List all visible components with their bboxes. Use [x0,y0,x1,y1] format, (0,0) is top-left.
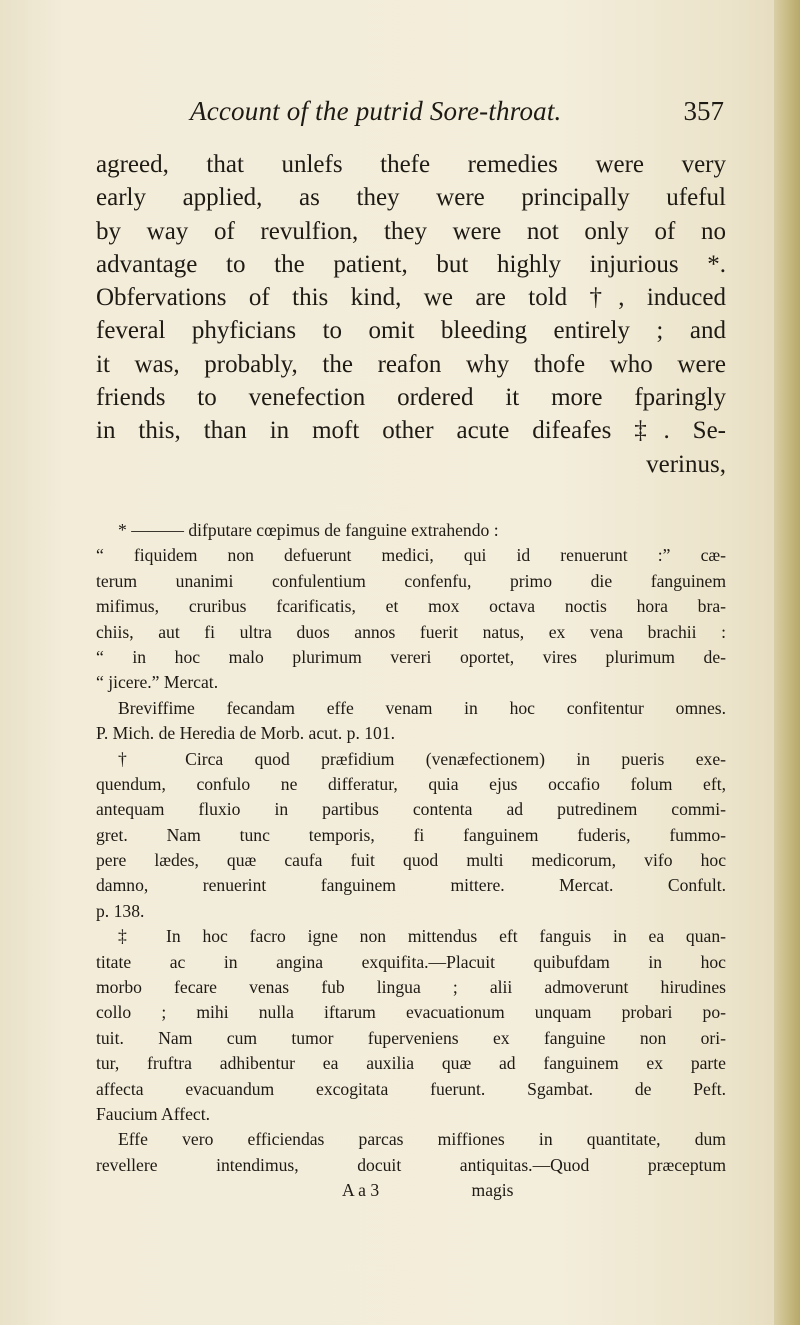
footnote-line: P. Mich. de Heredia de Morb. acut. p. 101. [96,723,396,744]
footnote-line: Effe vero efficiendas parcas miffiones in quantitate, dum [118,1129,726,1150]
footnote-line: terum unanimi confulentium confenfu, primo die fanguinem [96,570,726,591]
footnote-line: tuit. Nam cum tumor fuperveniens ex fanguine non ori- [96,1027,726,1048]
footnote-line: † Circa quod præfidium (venæfectionem) in pueris exe- [118,748,726,769]
footnote-line: morbo fecare venas fub lingua ; alii admoverunt hirudines [96,977,726,998]
page-edge-shadow [774,0,800,1325]
footnote-line: pere lædes, quæ caufa fuit quod multi medicorum, vifo hoc [96,850,726,871]
footnote-line: * ——— difputare cœpimus de fanguine extrahendo : [118,520,499,540]
text-line: by way of revulfion, they were not only of no [96,217,726,245]
footnote-line: “ in hoc malo plurimum vereri oportet, vires plurimum de- [96,646,726,667]
footnote-line: revellere intendimus, docuit antiquitas.—Quod præceptum [96,1154,726,1175]
text-line: early applied, as they were principally ufeful [96,184,726,212]
text-line: feveral phyficians to omit bleeding entirely ; and [96,317,726,345]
footnote-line: p. 138. [96,900,145,921]
text-line: agreed, that unlefs thefe remedies were very [96,151,726,178]
page-header [94,96,724,132]
footnote-line: mifimus, cruribus fcarificatis, et mox octava noctis hora bra- [96,596,726,617]
footnote-line: gret. Nam tunc temporis, fi fanguinem fuderis, fummo- [96,824,726,845]
footnote-line: antequam fluxio in partibus contenta ad putredinem commi- [96,799,726,820]
footnote-line: chiis, aut fi ultra duos annos fuerit natus, ex vena brachii : [96,621,726,642]
footnote-line: damno, renuerint fanguinem mittere. Mercat. Confult. [96,875,726,896]
signature-mark-line: A a 3 magis [342,1180,514,1201]
text-line: Obfervations of this kind, we are told †, induced [96,284,726,312]
footnote-line: affecta evacuandum excogitata fuerunt. Sgambat. de Peft. [96,1078,726,1099]
text-line: in this, than in moft other acute difeafes ‡. Se- [96,417,726,445]
footnote-line: titate ac in angina exquifita.—Placuit quibufdam in hoc [96,951,726,972]
footnote-line: tur, fruftra adhibentur ea auxilia quæ ad fanguinem ex parte [96,1053,726,1074]
text-line: it was, probably, the reafon why thofe who were [96,350,726,378]
catchword-line: verinus, [646,450,726,478]
footnotes-block [96,518,726,1204]
footnote-line: ‡ In hoc facro igne non mittendus eft fanguis in ea quan- [118,926,726,947]
footnote-line: Breviffime fecandam effe venam in hoc confitentur omnes. [118,697,726,718]
page-number: 357 [683,96,724,126]
text-line: advantage to the patient, but highly injurious *. [96,250,726,278]
footnote-line: Faucium Affect. [96,1103,211,1124]
running-title: Account of the putrid Sore-throat. [190,96,562,126]
footnote-line: “ jicere.” Mercat. [96,672,219,693]
footnote-line: collo ; mihi nulla iftarum evacuationum unquam probari po- [96,1002,726,1023]
footnote-line: quendum, confulo ne differatur, quia ejus occafio folum eft, [96,773,726,794]
text-line: friends to venefection ordered it more fparingly [96,384,726,412]
main-text-block [96,148,726,481]
footnote-line: “ fiquidem non defuerunt medici, qui id renuerunt :” cæ- [96,545,726,566]
